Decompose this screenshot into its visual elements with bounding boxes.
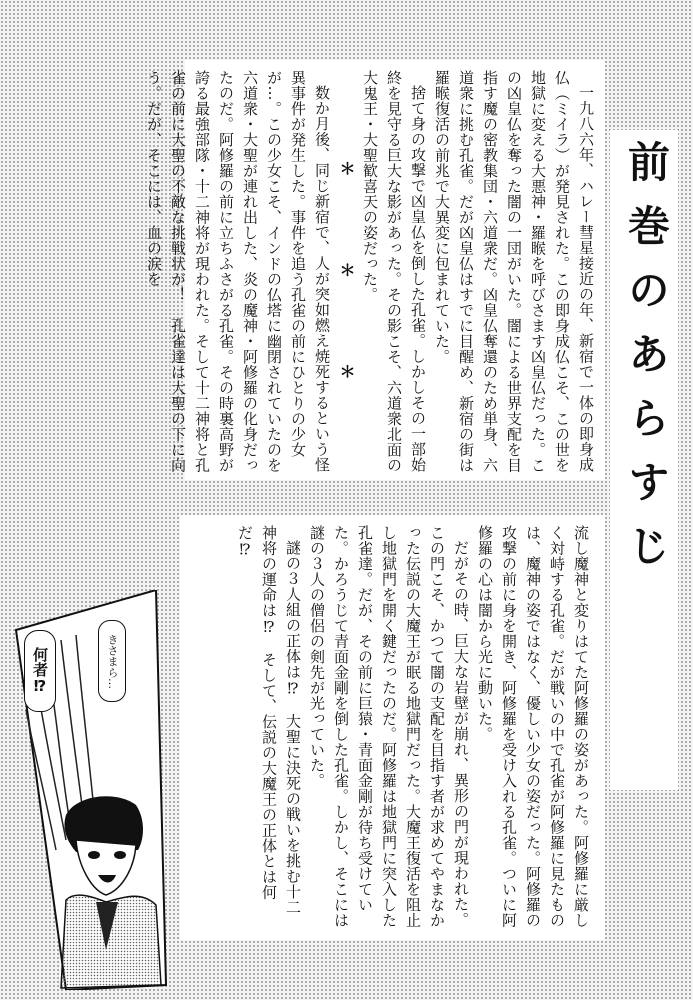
separator: ＊ ＊ ＊ — [337, 160, 356, 420]
upper-body-text — [142, 70, 598, 475]
paragraph-1: 一九八六年、ハレー彗星接近の年、新宿で一体の即身成仏（ミイラ）が発見された。この即身成仏こそ、この世を地獄に変える大悪神・羅睺を呼びさます凶皇仏だった。この凶皇仏を奪った闇の一団がいた。闇による世界支配を目指す魔の密教集団・六道衆だ。凶皇仏奪還のため単身、六道衆に挑む孔雀。だが凶皇仏はすでに目醒め、新宿の街は羅睺復活の前兆で大異変に包まれていた。 — [433, 70, 595, 473]
character-illustration — [6, 590, 168, 990]
paragraph-3: 数か月後、同じ新宿で、人が突如燃え焼死するという怪異事件が発生した。事件を追う孔雀の前にひとりの少女が…。この少女こそ、インドの仏塔に幽閉されていたのを六道衆・大聖が連れ出した、炎の魔神・阿修羅の化身だったのだ。阿修羅の前に立ちふさがる孔雀。その時裏高野が誇る最強部隊・十二神将が現われた。そして十二神将と孔雀の前に大聖の不敵な挑戦状が！ 孔雀達は大聖の下に向う。だが、そこには、血の涙を — [145, 70, 331, 473]
paragraph-5: だがその時、巨大な岩壁が崩れ、異形の門が現われた。この門こそ、かつて闇の支配を目指す者が求めてやまなかった伝説の大魔王が眠る地獄門だった。大魔王復活を阻止し地獄門を開く鍵だったのだ。阿修羅は地獄門に突入した孔雀達。だが、その前に巨猿・青面金剛が待ち受けていた。かろうじて青面金剛を倒した孔雀。しかし、そこには謎の３人の僧侶の剣先が光っていた。 — [308, 525, 470, 928]
lower-body-text — [233, 525, 593, 930]
page-title: 前巻のあらすじ — [622, 140, 671, 588]
paragraph-2: 捨て身の攻撃で凶皇仏を倒した孔雀。しかしその一部始終を見守る巨大な影があった。その影こそ、六道衆北面の大鬼王・大聖歓喜天の姿だった。 — [361, 70, 427, 473]
bubble-large-text: 何者⁉ — [31, 647, 49, 695]
speech-bubble-large — [24, 630, 56, 712]
speech-bubble-small — [98, 620, 126, 702]
bubble-small-text: きさまら… — [106, 633, 119, 689]
paragraph-4: 流し魔神と変りはてた阿修羅の姿があった。阿修羅に厳しく対峙する孔雀。だが戦いの中で孔雀が阿修羅に見たものは、魔神の姿ではなく、優しい少女の姿だった。阿修羅の攻撃の前に身を開き、阿修羅を受け入れる孔雀。ついに阿修羅の心は闇から光に動いた。 — [476, 525, 590, 928]
paragraph-6: 謎の３人組の正体は⁉ 大聖に決死の戦いを挑む十二神将の運命は⁉ そして、伝説の大魔王の正体とは何だ⁉ — [236, 525, 302, 915]
